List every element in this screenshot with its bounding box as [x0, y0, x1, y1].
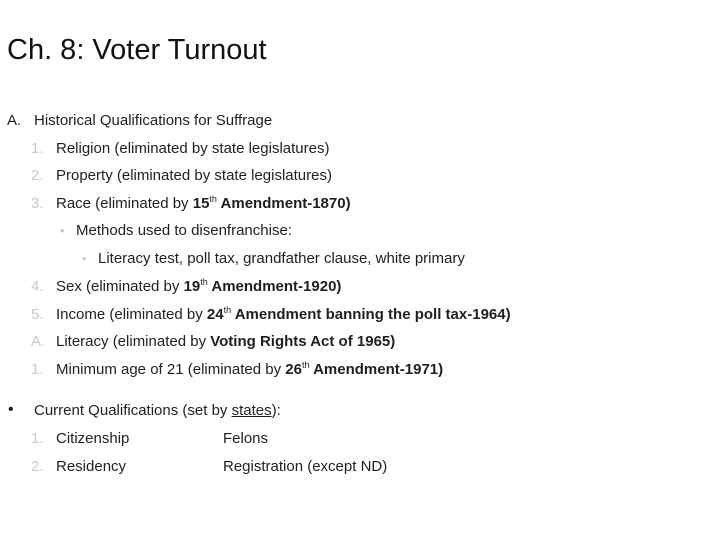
page-title: Ch. 8: Voter Turnout	[7, 34, 267, 66]
list-item-felons: Felons	[223, 430, 269, 447]
list-item-race	[56, 194, 351, 214]
list-item-registration: Registration (except ND)	[223, 458, 388, 475]
item-marker: A.	[31, 333, 46, 350]
ordinal-suffix: th	[223, 305, 232, 315]
act-name: Voting Rights Act of 1965)	[210, 333, 396, 350]
heading-text: Current Qualifications (set by	[34, 402, 232, 419]
bullet-icon: •	[8, 401, 14, 418]
amendment-text: Amendment-1920)	[207, 278, 342, 295]
section-a-heading: Historical Qualifications for Suffrage	[34, 112, 273, 129]
list-item-property: Property (eliminated by state legislatures)	[56, 167, 332, 184]
states-link: states	[231, 402, 272, 419]
heading-text-end: ):	[271, 402, 281, 419]
list-item-methods: Methods used to disenfranchise:	[76, 222, 292, 239]
bullet-icon: •	[82, 251, 87, 266]
list-item-residency: Residency	[56, 458, 127, 475]
amendment-number: 19	[183, 278, 201, 295]
item-marker: 5.	[31, 306, 44, 323]
amendment-number: 26	[285, 361, 302, 378]
list-item-minimum-age	[56, 360, 443, 380]
ordinal-suffix: th	[209, 194, 217, 204]
item-text: Literacy (eliminated by	[56, 333, 211, 350]
list-item-methods-detail: Literacy test, poll tax, grandfather clause, white primary	[98, 250, 465, 267]
item-marker: 2.	[31, 167, 44, 184]
item-marker: 1.	[31, 140, 44, 157]
section-b-heading	[34, 401, 281, 421]
amendment-number: 15	[192, 195, 210, 212]
item-text: Sex (eliminated by	[56, 278, 184, 295]
item-marker: 3.	[31, 195, 44, 212]
list-item-citizenship: Citizenship	[56, 430, 130, 447]
item-marker: 4.	[31, 278, 44, 295]
bullet-icon: •	[60, 223, 65, 238]
amendment-text: Amendment-1870)	[216, 195, 351, 212]
list-item-income	[56, 305, 511, 325]
list-item-literacy	[56, 332, 395, 352]
item-text: Income (eliminated by	[56, 306, 207, 323]
item-marker: 1.	[31, 361, 44, 378]
item-marker: 2.	[31, 458, 44, 475]
amendment-text: Amendment banning the poll tax-1964)	[231, 306, 511, 323]
list-item-sex	[56, 277, 341, 297]
item-text: Race (eliminated by	[56, 195, 193, 212]
section-a-marker: A.	[7, 112, 22, 129]
amendment-number: 24	[206, 306, 224, 323]
item-text: Minimum age of 21 (eliminated by	[56, 361, 286, 378]
amendment-text: Amendment-1971)	[309, 361, 444, 378]
item-marker: 1.	[31, 430, 44, 447]
list-item-religion: Religion (eliminated by state legislatures)	[56, 140, 330, 157]
ordinal-suffix: th	[200, 277, 208, 287]
ordinal-suffix: th	[301, 360, 310, 370]
